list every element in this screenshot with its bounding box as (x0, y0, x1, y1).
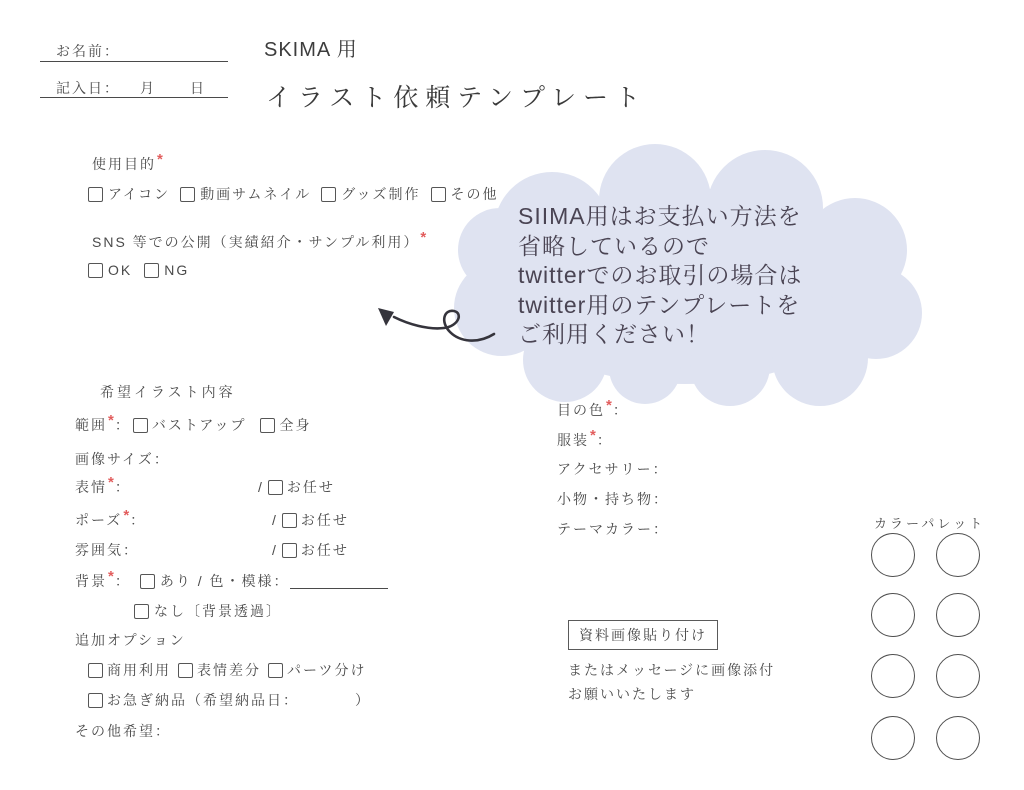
expression-label: 表情 (75, 479, 107, 495)
omakase-label: お任せ (300, 542, 349, 558)
curly-arrow-icon (368, 298, 503, 353)
sns-ng-label: NG (164, 262, 190, 278)
expression-omakase-row (258, 477, 335, 497)
accessories-label: アクセサリー： (557, 461, 669, 477)
slash: / (272, 512, 278, 528)
checkbox-goods-production[interactable] (321, 187, 336, 202)
palette-circle (871, 654, 915, 698)
range-label: 範囲 (75, 417, 107, 433)
option-label: 表情差分 (197, 662, 261, 678)
name-underline (40, 61, 228, 62)
rush-delivery-label: お急ぎ納品（希望納品日： (107, 692, 299, 708)
slash: / (258, 479, 264, 495)
palette-circle (936, 654, 980, 698)
omakase-label: お任せ (286, 479, 335, 495)
cloud-note-line: SIIMA用はお支払い方法を (518, 203, 802, 229)
colon: ： (612, 402, 629, 418)
required-asterisk: * (590, 426, 596, 444)
range-option-label: バストアップ (151, 417, 247, 433)
cloud-note-line: 省略しているので (518, 232, 710, 259)
usage-option-label: その他 (450, 186, 499, 202)
checkbox-full-body[interactable] (260, 418, 275, 433)
pose-label-row (75, 506, 147, 530)
usage-option-label: グッズ制作 (341, 186, 421, 202)
cloud-note-line: twitterでのお取引の場合は (518, 262, 803, 288)
range-row (75, 411, 312, 435)
checkbox-bust-up[interactable] (133, 418, 148, 433)
colon: ： (596, 432, 613, 448)
slash: / (272, 542, 278, 558)
color-palette-title: カラーパレット (874, 516, 986, 531)
outfit-row (557, 426, 613, 450)
colon: ： (130, 512, 147, 528)
palette-circle (871, 593, 915, 637)
option-parts-separation (268, 660, 366, 680)
mood-omakase-row (272, 540, 349, 560)
usage-option-video-thumbnail (180, 184, 311, 204)
outfit-label: 服装 (557, 432, 589, 448)
checkbox-pose-omakase[interactable] (282, 513, 297, 528)
pose-omakase-row (272, 510, 349, 530)
day-label: 日 (190, 80, 206, 96)
checkbox-parts-separation[interactable] (268, 663, 283, 678)
range-option-label: 全身 (279, 417, 312, 433)
theme-color-label: テーマカラー： (557, 521, 669, 537)
option-expression-variants (178, 660, 261, 680)
colon: ： (114, 479, 131, 495)
background-color-pattern-writein (290, 574, 388, 589)
checkbox-background-with[interactable] (140, 574, 155, 589)
palette-circle (936, 716, 980, 760)
palette-circle (936, 533, 980, 577)
name-label: お名前： (56, 43, 120, 59)
image-size-label: 画像サイズ： (75, 451, 170, 467)
usage-option-label: 動画サムネイル (200, 186, 312, 202)
option-label: パーツ分け (287, 662, 367, 678)
option-commercial-use (88, 660, 171, 680)
expression-label-row (75, 473, 131, 497)
usage-option-goods (321, 184, 420, 204)
reference-note-2: お願いいたします (568, 686, 696, 702)
cloud-note-line: twitter用のテンプレートを (518, 291, 801, 318)
other-requests-label: その他希望： (75, 723, 171, 739)
checkbox-icon-use[interactable] (88, 187, 103, 202)
additional-options-row (88, 660, 366, 680)
palette-circle (936, 593, 980, 637)
omakase-label: お任せ (300, 512, 349, 528)
checkbox-sns-ok[interactable] (88, 263, 103, 278)
background-with-label: あり / 色・模様： (159, 573, 290, 589)
checkbox-video-thumbnail[interactable] (180, 187, 195, 202)
usage-options-row (88, 184, 499, 204)
sns-option-ng (144, 262, 189, 278)
pose-label: ポーズ (75, 512, 123, 528)
background-label: 背景 (75, 573, 107, 589)
reference-note-1: またはメッセージに画像添付 (568, 662, 776, 678)
sns-publication-heading (92, 228, 427, 252)
option-label: 商用利用 (107, 662, 171, 678)
background-without-row (134, 601, 282, 621)
mood-label: 雰囲気： (75, 542, 139, 558)
cloud-note-line: ご利用ください！ (518, 321, 710, 347)
cloud-note-text (518, 202, 802, 350)
additional-options-title: 追加オプション (75, 632, 186, 648)
checkbox-rush-delivery[interactable] (88, 693, 103, 708)
checkbox-expression-variants[interactable] (178, 663, 193, 678)
month-label: 月 (140, 80, 156, 96)
colon: ： (114, 573, 131, 589)
items-label: 小物・持ち物： (557, 491, 669, 507)
date-underline (40, 97, 228, 98)
checkbox-sns-ng[interactable] (144, 263, 159, 278)
required-asterisk: * (420, 228, 427, 246)
required-asterisk: * (108, 411, 114, 429)
sns-options-row (88, 262, 189, 278)
colon: ： (114, 417, 131, 433)
checkbox-background-without[interactable] (134, 604, 149, 619)
request-section-title: 希望イラスト内容 (100, 384, 236, 400)
background-with-row (75, 567, 388, 591)
required-asterisk: * (108, 473, 114, 491)
checkbox-expression-omakase[interactable] (268, 480, 283, 495)
reference-image-box: 資料画像貼り付け (568, 620, 718, 650)
date-label: 記入日： (56, 80, 120, 96)
checkbox-mood-omakase[interactable] (282, 543, 297, 558)
required-asterisk: * (108, 567, 114, 585)
usage-option-icon (88, 184, 170, 204)
checkbox-commercial-use[interactable] (88, 663, 103, 678)
site-label: SKIMA 用 (264, 39, 358, 61)
background-without-label: なし〔背景透過〕 (154, 603, 282, 619)
sns-option-ok (88, 262, 132, 278)
required-asterisk: * (123, 506, 130, 524)
usage-purpose-label: 使用目的 (92, 156, 156, 172)
palette-circle (871, 716, 915, 760)
sns-ok-label: OK (108, 262, 133, 278)
usage-purpose-heading (92, 150, 164, 174)
rush-delivery-close: ） (355, 692, 371, 708)
eye-color-label: 目の色 (557, 402, 605, 418)
required-asterisk: * (157, 150, 163, 168)
sns-publication-label: SNS 等での公開（実績紹介・サンプル利用） (92, 234, 420, 250)
usage-option-label: アイコン (108, 186, 171, 202)
page-title: イラスト依頼テンプレート (266, 84, 648, 112)
rush-delivery-row (88, 690, 371, 710)
palette-circle (871, 533, 915, 577)
required-asterisk: * (606, 396, 612, 414)
